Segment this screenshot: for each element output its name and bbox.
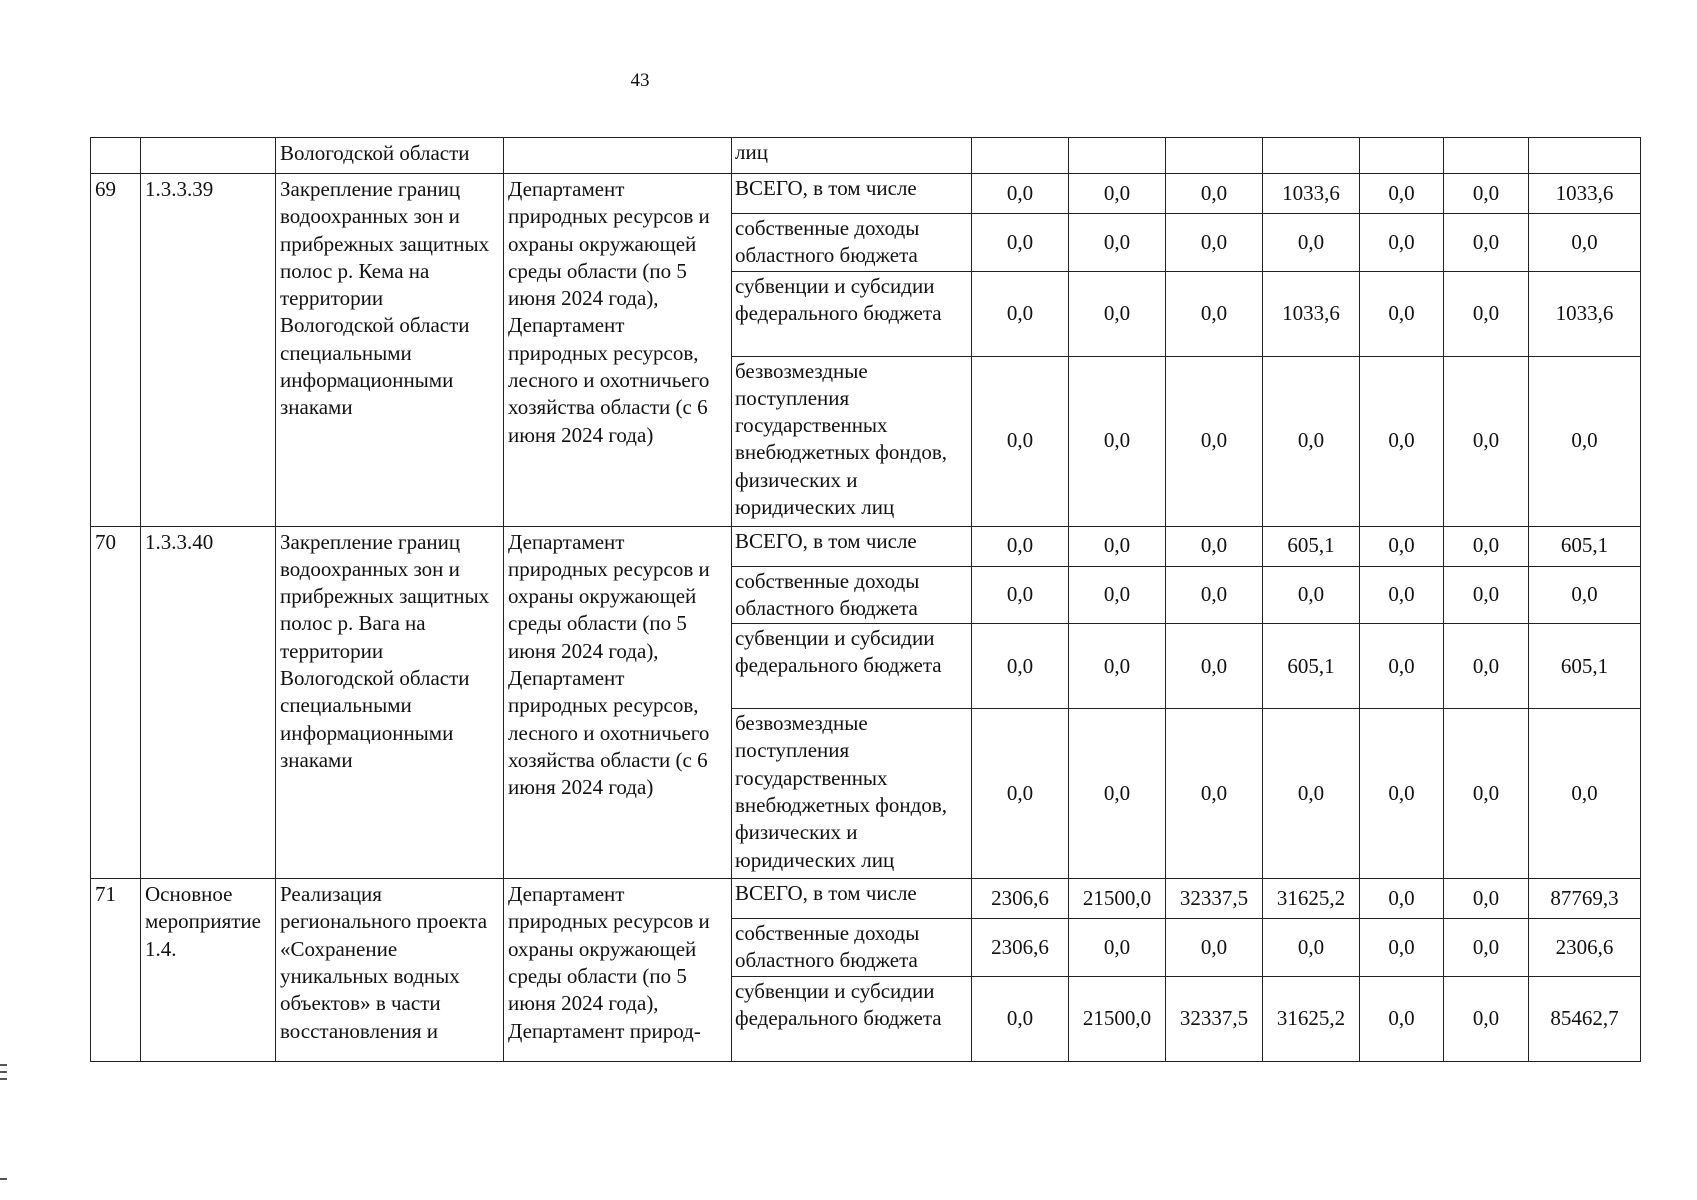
cell-source: собственные доходы областного бюджета [732, 919, 972, 977]
cell-value [1166, 356, 1263, 526]
cell-value [972, 356, 1069, 526]
table-row [91, 879, 1641, 919]
cell-value [1166, 879, 1263, 919]
value: 85462,7 [1550, 1006, 1619, 1031]
value: 0,0 [1297, 229, 1325, 254]
value: 31625,2 [1276, 886, 1346, 911]
cell-value [1444, 709, 1529, 879]
cell-value [972, 879, 1069, 919]
value: 0,0 [1571, 229, 1598, 254]
cell-value [1166, 174, 1263, 214]
value: 0,0 [1006, 582, 1034, 607]
cell-value [1069, 526, 1166, 566]
cell-value [1263, 356, 1360, 526]
cell-value [1263, 879, 1360, 919]
cell-value [1069, 271, 1166, 356]
value: 0,0 [1472, 300, 1500, 325]
value: 0,0 [1388, 300, 1415, 325]
value: 0,0 [1472, 781, 1500, 806]
cell-value [1263, 526, 1360, 566]
value: 21500,0 [1082, 886, 1152, 911]
cell-value [972, 976, 1069, 1061]
cell-value [1360, 174, 1444, 214]
value: 0,0 [1200, 428, 1228, 453]
value: 0,0 [1388, 582, 1415, 607]
value: 0,0 [1200, 533, 1228, 558]
value: 0,0 [1006, 300, 1034, 325]
cell-value [1166, 919, 1263, 977]
cell-source: безвозмездные поступления государственных внебюджетных фондов, физических и юридических лиц [732, 356, 972, 526]
cell-value [1263, 976, 1360, 1061]
cell-value [1360, 624, 1444, 709]
cell-value [1069, 566, 1166, 624]
value: 605,1 [1560, 533, 1609, 558]
cell-name: Реализация регионального проекта «Сохранение уникальных водных объектов» в части восстановления и [276, 879, 504, 1062]
value: 0,0 [1103, 229, 1131, 254]
value: 0,0 [1103, 934, 1131, 959]
cell-value [1529, 214, 1641, 272]
value: 0,0 [1103, 781, 1131, 806]
value: 0,0 [1297, 781, 1325, 806]
cell-value [972, 709, 1069, 879]
cell-name: Вологодской области [276, 138, 504, 174]
value: 31625,2 [1276, 1006, 1346, 1031]
cell-value [1444, 271, 1529, 356]
cell-value [1444, 138, 1529, 174]
cell-source: субвенции и субсидии федерального бюджета [732, 271, 972, 356]
value: 32337,5 [1179, 886, 1249, 911]
value: 0,0 [1297, 428, 1325, 453]
value: 0,0 [1388, 653, 1415, 678]
cell-value [1529, 566, 1641, 624]
cell-value [1360, 214, 1444, 272]
cell-code: Основное мероприятие 1.4. [141, 879, 276, 1062]
value: 0,0 [1006, 428, 1034, 453]
table-row [91, 526, 1641, 566]
cell-code [141, 138, 276, 174]
value: 605,1 [1560, 653, 1609, 678]
value: 0,0 [1103, 428, 1131, 453]
cell-value [1166, 271, 1263, 356]
cell-value [1263, 271, 1360, 356]
value: 21500,0 [1082, 1006, 1152, 1031]
value: 1033,6 [1282, 300, 1340, 325]
cell-value [1444, 976, 1529, 1061]
value: 1033,6 [1555, 180, 1614, 205]
cell-value [1166, 624, 1263, 709]
cell-value [1444, 566, 1529, 624]
value: 0,0 [1388, 229, 1415, 254]
scan-mark [0, 1071, 7, 1073]
value: 0,0 [1103, 582, 1131, 607]
cell-value [1263, 214, 1360, 272]
value: 0,0 [1200, 934, 1228, 959]
cell-source: ВСЕГО, в том числе [732, 879, 972, 919]
value: 0,0 [1388, 781, 1415, 806]
cell-value [1529, 356, 1641, 526]
value: 87769,3 [1550, 886, 1619, 911]
scan-mark [0, 1178, 7, 1180]
cell-value [1360, 919, 1444, 977]
value: 0,0 [1571, 428, 1598, 453]
value: 0,0 [1006, 180, 1034, 205]
cell-executor [504, 138, 732, 174]
cell-value [1069, 879, 1166, 919]
cell-value [972, 214, 1069, 272]
cell-value [1263, 709, 1360, 879]
cell-value [1360, 879, 1444, 919]
cell-value [1069, 138, 1166, 174]
value: 32337,5 [1179, 1006, 1249, 1031]
cell-code: 1.3.3.39 [141, 174, 276, 527]
value: 0,0 [1200, 300, 1228, 325]
value: 605,1 [1287, 653, 1335, 678]
cell-source: лиц [732, 138, 972, 174]
cell-no [91, 138, 141, 174]
cell-value [1263, 624, 1360, 709]
cell-value [1166, 138, 1263, 174]
value: 0,0 [1006, 653, 1034, 678]
cell-value [1069, 624, 1166, 709]
cell-value [972, 138, 1069, 174]
value: 0,0 [1571, 582, 1598, 607]
cell-value [1069, 174, 1166, 214]
cell-value [1263, 919, 1360, 977]
cell-value [1444, 526, 1529, 566]
value: 0,0 [1200, 582, 1228, 607]
cell-source: собственные доходы областного бюджета [732, 214, 972, 272]
cell-no: 71 [91, 879, 141, 1062]
cell-name: Закрепление границ водоохранных зон и прибрежных защитных полос р. Вага на территории Вологодской области специальными информационными знаками [276, 526, 504, 879]
cell-executor: Департамент природных ресурсов и охраны окружающей среды области (по 5 июня 2024 года), Департамент природных ресурсов, лесного и охотничьего хозяйства области (с 6 июня 2024 года) [504, 174, 732, 527]
funding-table [90, 137, 1641, 1062]
scan-mark [0, 1078, 7, 1080]
cell-value [972, 271, 1069, 356]
value: 0,0 [1472, 653, 1500, 678]
cell-value [1529, 919, 1641, 977]
value: 0,0 [1388, 1006, 1415, 1031]
value: 0,0 [1200, 180, 1228, 205]
value: 0,0 [1200, 781, 1228, 806]
cell-source: собственные доходы областного бюджета [732, 566, 972, 624]
cell-value [1360, 138, 1444, 174]
cell-value [1166, 526, 1263, 566]
cell-value [1529, 271, 1641, 356]
cell-value [1166, 709, 1263, 879]
cell-value [1360, 709, 1444, 879]
value: 0,0 [1472, 582, 1500, 607]
cell-value [1166, 976, 1263, 1061]
value: 0,0 [1297, 582, 1325, 607]
scan-mark [0, 1064, 7, 1066]
cell-source: безвозмездные поступления государственных внебюджетных фондов, физических и юридических лиц [732, 709, 972, 879]
cell-value [1263, 566, 1360, 624]
value: 0,0 [1472, 533, 1500, 558]
value: 605,1 [1287, 533, 1335, 558]
cell-value [1444, 919, 1529, 977]
value: 0,0 [1388, 886, 1415, 911]
cell-value [1166, 566, 1263, 624]
cell-value [1360, 271, 1444, 356]
value: 1033,6 [1282, 180, 1340, 205]
cell-value [1360, 526, 1444, 566]
value: 0,0 [1472, 1006, 1500, 1031]
cell-executor: Департамент природных ресурсов и охраны окружающей среды области (по 5 июня 2024 года), Департамент природных ресурсов, лесного и охотничьего хозяйства области (с 6 июня 2024 года) [504, 526, 732, 879]
cell-value [1444, 174, 1529, 214]
value: 2306,6 [1555, 934, 1614, 959]
cell-value [1263, 174, 1360, 214]
value: 0,0 [1388, 934, 1415, 959]
value: 2306,6 [991, 886, 1049, 911]
cell-value [1444, 624, 1529, 709]
cell-value [1529, 624, 1641, 709]
cell-value [972, 174, 1069, 214]
value: 0,0 [1103, 180, 1131, 205]
cell-value [972, 566, 1069, 624]
cell-value [1529, 976, 1641, 1061]
cell-value [1069, 214, 1166, 272]
value: 0,0 [1103, 300, 1131, 325]
value: 0,0 [1472, 180, 1500, 205]
cell-value [1069, 919, 1166, 977]
cell-executor: Департамент природных ресурсов и охраны окружающей среды области (по 5 июня 2024 года), Департамент природ- [504, 879, 732, 1062]
cell-value [1529, 879, 1641, 919]
cell-value [972, 526, 1069, 566]
value: 0,0 [1297, 934, 1325, 959]
cell-value [1069, 709, 1166, 879]
cell-name: Закрепление границ водоохранных зон и прибрежных защитных полос р. Кема на территории Вологодской области специальными информационными знаками [276, 174, 504, 527]
table-row [91, 174, 1641, 214]
cell-value [1263, 138, 1360, 174]
value: 0,0 [1103, 533, 1131, 558]
value: 0,0 [1472, 229, 1500, 254]
table-body [91, 138, 1641, 1062]
cell-source: ВСЕГО, в том числе [732, 174, 972, 214]
cell-source: ВСЕГО, в том числе [732, 526, 972, 566]
cell-value [1069, 356, 1166, 526]
value: 0,0 [1200, 653, 1228, 678]
cell-value [972, 624, 1069, 709]
cell-no: 69 [91, 174, 141, 527]
cell-value [1069, 976, 1166, 1061]
value: 2306,6 [991, 934, 1049, 959]
cell-value [1360, 566, 1444, 624]
cell-value [1444, 356, 1529, 526]
cell-source: субвенции и субсидии федерального бюджета [732, 976, 972, 1061]
continuation-row [91, 138, 1641, 174]
value: 0,0 [1571, 781, 1598, 806]
value: 0,0 [1388, 180, 1415, 205]
value: 0,0 [1006, 533, 1034, 558]
value: 0,0 [1472, 428, 1500, 453]
cell-value [972, 919, 1069, 977]
cell-value [1529, 709, 1641, 879]
cell-value [1166, 214, 1263, 272]
cell-value [1529, 138, 1641, 174]
cell-source: субвенции и субсидии федерального бюджета [732, 624, 972, 709]
value: 0,0 [1200, 229, 1228, 254]
cell-value [1360, 356, 1444, 526]
value: 0,0 [1103, 653, 1131, 678]
cell-value [1529, 526, 1641, 566]
value: 0,0 [1006, 1006, 1034, 1031]
value: 0,0 [1006, 229, 1034, 254]
cell-code: 1.3.3.40 [141, 526, 276, 879]
value: 0,0 [1006, 781, 1034, 806]
value: 1033,6 [1555, 300, 1614, 325]
value: 0,0 [1388, 428, 1415, 453]
value: 0,0 [1472, 934, 1500, 959]
cell-no: 70 [91, 526, 141, 879]
cell-value [1444, 879, 1529, 919]
cell-value [1360, 976, 1444, 1061]
page-number: 43 [630, 70, 650, 91]
cell-value [1529, 174, 1641, 214]
value: 0,0 [1472, 886, 1500, 911]
value: 0,0 [1388, 533, 1415, 558]
cell-value [1444, 214, 1529, 272]
